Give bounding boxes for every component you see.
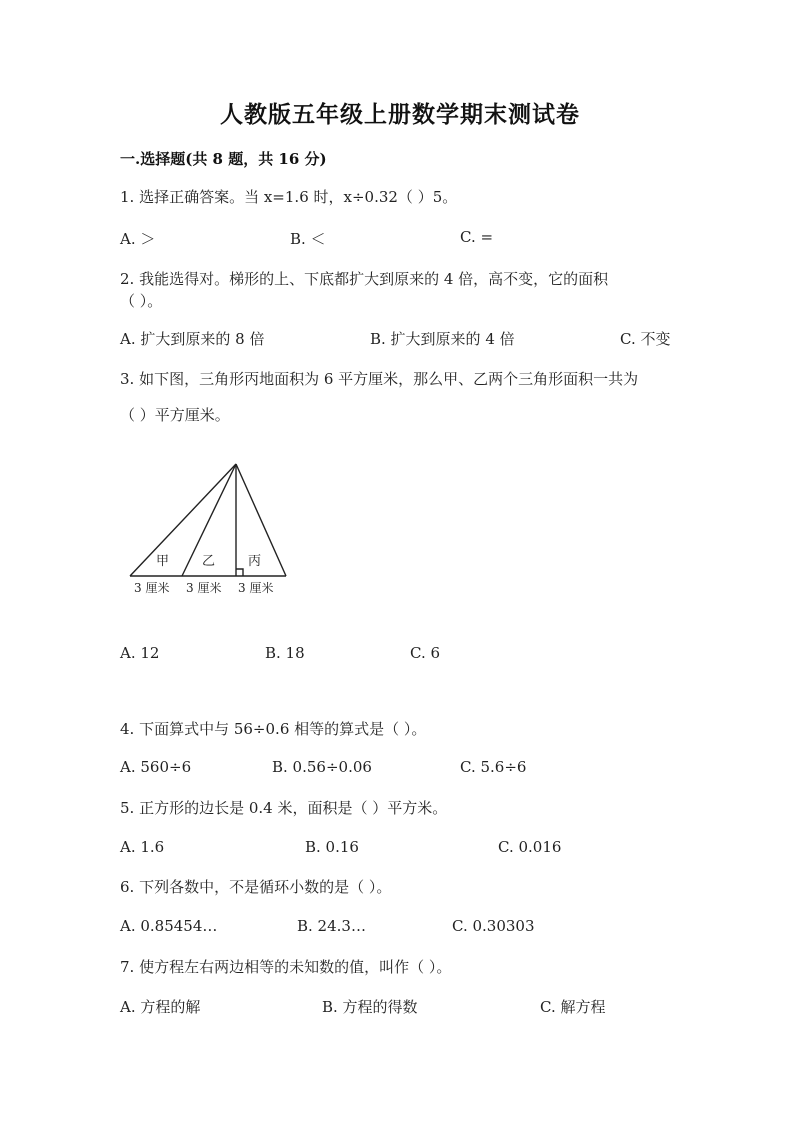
bottom-label-1: 3 厘米	[134, 581, 170, 595]
question-7-option-b: B. 方程的得数	[322, 998, 418, 1016]
label-bing: 丙	[248, 554, 262, 569]
question-1-option-a: A. ＞	[120, 230, 156, 248]
question-4-option-b: B. 0.56÷0.06	[272, 758, 372, 776]
question-3-stem-line1: 3. 如下图，三角形丙地面积为 6 平方厘米，那么甲、乙两个三角形面积一共为	[120, 370, 639, 388]
question-2-option-a: A. 扩大到原来的 8 倍	[120, 330, 265, 348]
question-4-option-a: A. 560÷6	[120, 758, 192, 776]
question-4-stem: 4. 下面算式中与 56÷0.6 相等的算式是（ ）。	[120, 720, 427, 738]
question-7-stem: 7. 使方程左右两边相等的未知数的值，叫作（ ）。	[120, 958, 452, 976]
question-5-option-c: C. 0.016	[498, 838, 562, 856]
question-3-option-c: C. 6	[410, 644, 441, 662]
figure-left-edge	[130, 464, 236, 576]
question-5-option-b: B. 0.16	[305, 838, 359, 856]
label-yi: 乙	[202, 554, 216, 569]
question-1-option-b: B. ＜	[290, 230, 326, 248]
question-6-stem: 6. 下列各数中，不是循环小数的是（ ）。	[120, 878, 392, 896]
question-5-stem: 5. 正方形的边长是 0.4 米，面积是（ ）平方米。	[120, 799, 448, 817]
page-title: 人教版五年级上册数学期末测试卷	[220, 101, 580, 128]
question-7-option-c: C. 解方程	[540, 998, 606, 1016]
label-jia: 甲	[156, 554, 170, 569]
question-3-option-b: B. 18	[265, 644, 305, 662]
bottom-label-3: 3 厘米	[238, 581, 274, 595]
question-2-option-c: C. 不变	[620, 330, 671, 348]
question-3-stem-line2: （ ）平方厘米。	[120, 406, 230, 424]
triangle-figure	[120, 455, 300, 600]
question-1-stem: 1. 选择正确答案。当 x=1.6 时，x÷0.32（ ）5。	[120, 188, 458, 206]
question-6-option-a: A. 0.85454…	[120, 917, 218, 935]
question-3-option-a: A. 12	[120, 644, 160, 662]
question-7-option-a: A. 方程的解	[120, 998, 201, 1016]
question-2-option-b: B. 扩大到原来的 4 倍	[370, 330, 515, 348]
right-angle-mark	[236, 569, 243, 576]
question-5-option-a: A. 1.6	[120, 838, 165, 856]
question-2-stem-line2: （ ）。	[120, 292, 163, 310]
question-2-stem-line1: 2. 我能选得对。梯形的上、下底都扩大到原来的 4 倍，高不变，它的面积	[120, 270, 609, 288]
section-heading: 一.选择题(共 8 题，共 16 分)	[120, 150, 327, 168]
question-1-option-c: C. =	[460, 228, 494, 246]
bottom-label-2: 3 厘米	[186, 581, 222, 595]
question-6-option-c: C. 0.30303	[452, 917, 535, 935]
question-6-option-b: B. 24.3…	[297, 917, 366, 935]
question-4-option-c: C. 5.6÷6	[460, 758, 527, 776]
